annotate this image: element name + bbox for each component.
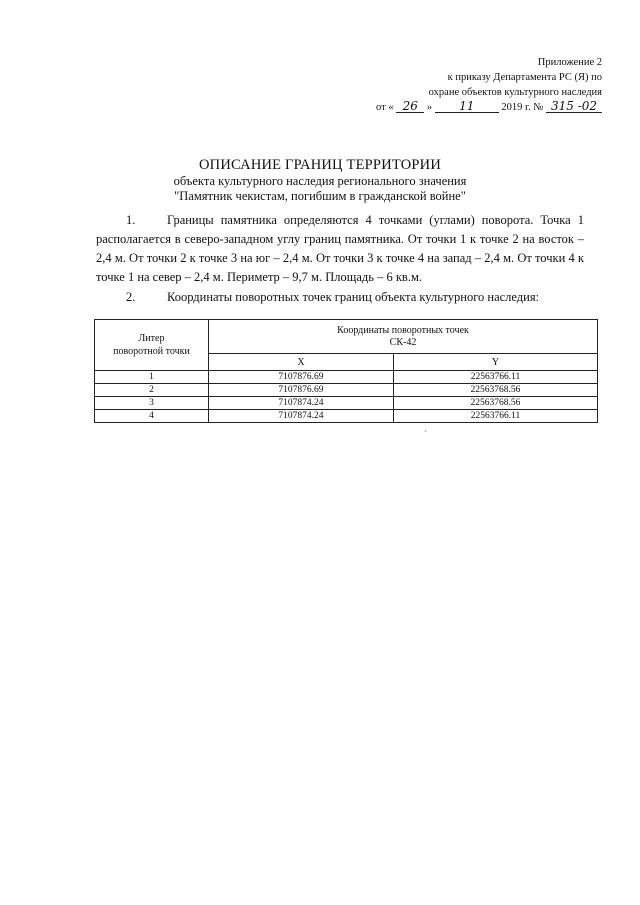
date-sep: » [426,102,433,113]
cell-point: 1 [95,371,209,384]
cell-y: 22563766.11 [393,410,597,423]
date-prefix: от « [376,102,394,113]
appendix-line-1: Приложение 2 [537,57,602,68]
appendix-block [302,55,602,115]
header-y: Y [393,354,597,371]
table-row [95,397,598,410]
appendix-date-line [302,100,602,115]
cell-point: 4 [95,410,209,423]
table-row [95,384,598,397]
cell-y: 22563768.56 [393,397,597,410]
date-day: 26 [396,100,424,113]
cell-x: 7107874.24 [209,397,394,410]
pen-mark: ´ [424,429,427,439]
paragraph-2-text: Координаты поворотных точек границ объекта культурного наследия: [167,290,540,304]
title-main: ОПИСАНИЕ ГРАНИЦ ТЕРРИТОРИИ [198,157,442,173]
table-row [95,410,598,423]
cell-x: 7107874.24 [209,410,394,423]
date-month: 11 [435,100,499,113]
paragraph-2 [96,288,584,307]
cell-point: 2 [95,384,209,397]
document-title [0,157,640,204]
paragraph-1 [96,211,584,287]
paragraph-1-text: Границы памятника определяются 4 точками (углами) поворота. Точка 1 располагается в северо-западном углу границ памятника. От точки 1 к точке 2 на восток – 2,4 м. От точки 2 к точке 3 на юг – 2,4 м. От точки 3 к точке 4 на запад – 2,4 м. От точки 4 к точке 1 на север – 2,4 м. Периметр – 9,7 м. Площадь – 6 кв.м. [96,213,584,284]
paragraph-1-number: 1. [126,213,136,227]
table-row [95,371,598,384]
date-year: 2019 г. № [501,102,544,113]
coordinates-table [94,319,598,423]
cell-y: 22563766.11 [393,371,597,384]
paragraph-2-number: 2. [126,290,136,304]
cell-x: 7107876.69 [209,384,394,397]
title-line-2: объекта культурного наследия регионального значения [173,174,467,188]
cell-x: 7107876.69 [209,371,394,384]
header-coordinates-line-1: Координаты поворотных точек [337,324,469,336]
appendix-line-2: к приказу Департамента РС (Я) по [447,72,602,83]
appendix-line-3: охране объектов культурного наследия [428,87,602,98]
header-point-letter [95,320,209,371]
header-point-line-2: поворотной точки [113,346,190,357]
cell-y: 22563768.56 [393,384,597,397]
header-coordinates-line-2: СК-42 [389,336,417,348]
header-coordinates [209,320,598,354]
order-number: 315 -02 [546,100,602,113]
cell-point: 3 [95,397,209,410]
title-line-3: "Памятник чекистам, погибшим в гражданской войне" [174,189,466,203]
header-point-line-1: Литер [138,333,165,344]
header-x: X [209,354,394,371]
